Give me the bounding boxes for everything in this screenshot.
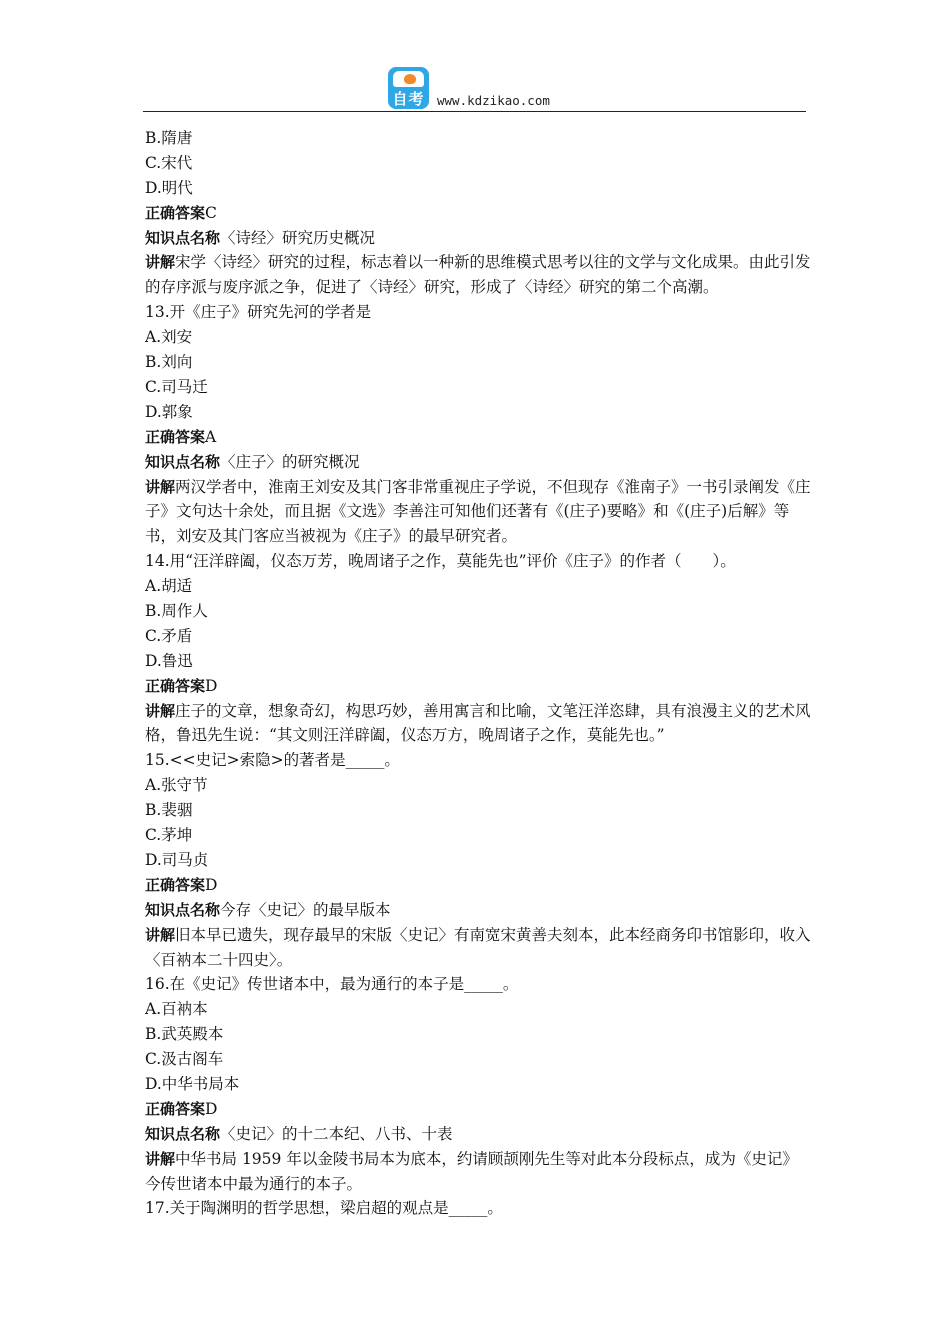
knowledge-label: 知识点名称 [145, 900, 221, 919]
question-14: 14.用“汪洋辟阖，仪态万芳，晚周诸子之作，莫能先也”评价《庄子》的作者（ ）。 [145, 552, 736, 571]
explain-text: 中华书局 1959 年以金陵书局本为底本，约请顾颉刚先生等对此本分段标点，成为《史记》今传世诸本中最为通行的本子。 [145, 1149, 798, 1193]
option-a: A.百衲本 [145, 1000, 208, 1019]
explain-label: 讲解 [145, 925, 176, 944]
option-b: B.隋唐 [145, 129, 193, 147]
option-b: B.周作人 [145, 602, 208, 620]
answer-row [145, 873, 813, 898]
explanation-row [145, 923, 813, 973]
option-d: D.明代 [145, 178, 193, 197]
document-body [145, 126, 813, 1221]
knowledge-value: 〈庄子〉的研究概况 [220, 452, 360, 471]
option-b: B.刘向 [145, 353, 193, 372]
explain-label: 讲解 [145, 1149, 176, 1168]
option-d: D.司马贞 [145, 850, 209, 869]
explanation-row [145, 1147, 813, 1197]
option-c: C.汲古阁车 [145, 1050, 224, 1069]
knowledge-value: 今存〈史记〉的最早版本 [220, 900, 391, 919]
answer-value: C [205, 203, 217, 222]
explanation-row [145, 475, 813, 550]
option-a: A.胡适 [145, 577, 193, 596]
zikao-logo-icon [388, 67, 429, 109]
option-a: A.刘安 [145, 328, 193, 347]
answer-label: 正确答案 [145, 1099, 206, 1118]
header-divider [143, 111, 806, 112]
knowledge-label: 知识点名称 [145, 228, 221, 247]
knowledge-row [145, 226, 813, 251]
option-d: D.中华书局本 [145, 1074, 240, 1093]
option-c: C.茅坤 [145, 826, 193, 845]
knowledge-row [145, 450, 813, 475]
answer-value: A [205, 427, 217, 446]
question-13: 13.开《庄子》研究先河的学者是 [145, 303, 372, 322]
explain-text: 庄子的文章，想象奇幻，构思巧妙，善用寓言和比喻，文笔汪洋恣肆，具有浪漫主义的艺术风格，鲁迅先生说：“其文则汪洋辟阖，仪态万方，晚周诸子之作，莫能先也。” [145, 701, 811, 745]
option-d: D.郭象 [145, 402, 193, 421]
answer-value: D [205, 1099, 218, 1118]
option-b: B.武英殿本 [145, 1025, 224, 1044]
explanation-row [145, 250, 813, 300]
option-d: D.鲁迅 [145, 651, 193, 670]
option-c: C.司马迁 [145, 377, 208, 396]
question-15: 15.<<史记>索隐>的著者是_____。 [145, 751, 400, 770]
explain-label: 讲解 [145, 253, 176, 272]
answer-label: 正确答案 [145, 203, 206, 222]
answer-label: 正确答案 [145, 427, 206, 446]
answer-value: D [205, 676, 218, 695]
knowledge-value: 〈诗经〉研究历史概况 [220, 228, 376, 247]
question-16: 16.在《史记》传世诸本中，最为通行的本子是_____。 [145, 975, 519, 994]
explain-text: 宋学〈诗经〉研究的过程，标志着以一种新的思维模式思考以往的文学与文化成果。由此引发的存序派与废序派之争，促进了〈诗经〉研究，形成了〈诗经〉研究的第二个高潮。 [145, 253, 811, 297]
knowledge-row [145, 898, 813, 923]
option-c: C.矛盾 [145, 626, 193, 645]
answer-row [145, 201, 813, 226]
explain-label: 讲解 [145, 477, 176, 496]
answer-label: 正确答案 [145, 875, 206, 894]
answer-row [145, 1097, 813, 1122]
page-header [143, 66, 806, 114]
answer-label: 正确答案 [145, 676, 206, 695]
knowledge-label: 知识点名称 [145, 452, 221, 471]
option-c: C.宋代 [145, 153, 193, 172]
explanation-row [145, 699, 813, 749]
knowledge-row [145, 1122, 813, 1147]
option-b: B.裴骃 [145, 801, 193, 820]
answer-row [145, 674, 813, 699]
answer-value: D [205, 875, 218, 894]
question-17: 17.关于陶渊明的哲学思想，梁启超的观点是_____。 [145, 1199, 503, 1218]
logo-text: 自考 [392, 90, 425, 108]
explain-text: 旧本早已遗失，现存最早的宋版〈史记〉有南宽宋黄善夫刻本，此本经商务印书馆影印，收入〈百衲本二十四史〉。 [145, 925, 811, 969]
knowledge-value: 〈史记〉的十二本纪、八书、十表 [220, 1124, 453, 1143]
answer-row [145, 425, 813, 450]
knowledge-label: 知识点名称 [145, 1124, 221, 1143]
option-a: A.张守节 [145, 776, 208, 795]
site-url: www.kdzikao.com [437, 93, 550, 108]
graduation-cap-icon [393, 71, 424, 87]
explain-text: 两汉学者中，淮南王刘安及其门客非常重视庄子学说，不但现存《淮南子》一书引录阐发《庄子》文句达十余处，而且据《文选》李善注可知他们还著有《(庄子)要略》和《(庄子)后解》等书，刘安及其门客应当被视为《庄子》的最早研究者。 [145, 477, 811, 546]
explain-label: 讲解 [145, 701, 176, 720]
